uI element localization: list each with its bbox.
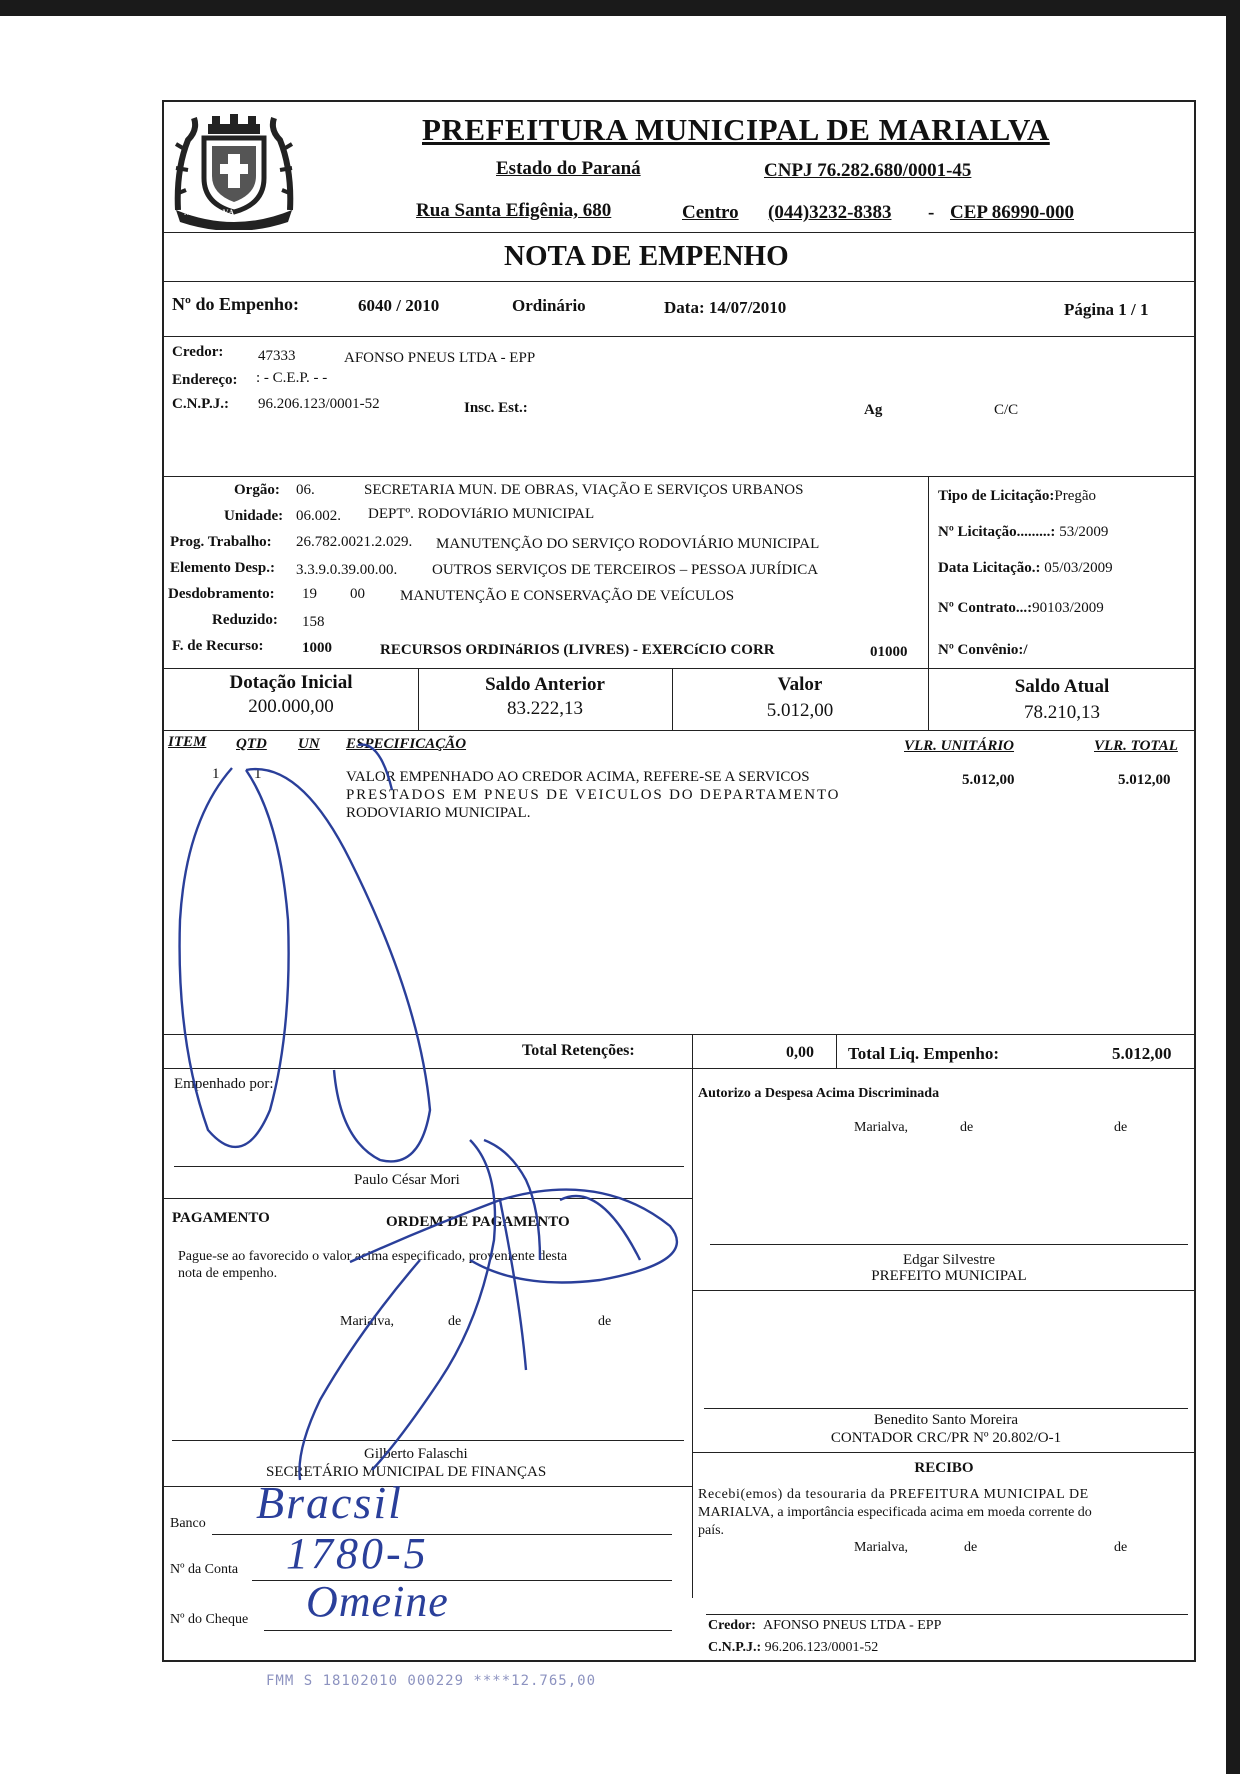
unidade-label: Unidade: (224, 508, 284, 524)
item-description: VALOR EMPENHADO AO CREDOR ACIMA, REFERE-SE A SERVICOS PRESTADOS EM PNEUS DE VEICULOS DO DEPARTAMENTO RODOVIARIO MUNICIPAL. (346, 769, 841, 821)
unidade-desc: DEPTº. RODOVIáRIO MUNICIPAL (368, 506, 595, 522)
scan-edge-right (1226, 0, 1240, 1774)
financas-role: SECRETÁRIO MUNICIPAL DE FINANÇAS (266, 1464, 547, 1480)
reduzido-value: 158 (302, 614, 325, 630)
saldo-atual-value: 78.210,13 (1024, 702, 1100, 723)
street-address: Rua Santa Efigênia, 680 (416, 200, 612, 221)
pagamento-de1: de (448, 1314, 462, 1329)
recibo-de1: de (964, 1540, 978, 1555)
prog-trabalho-desc: MANUTENÇÃO DO SERVIÇO RODOVIÁRIO MUNICIPAL (436, 536, 820, 552)
empenho-form (162, 100, 1196, 1662)
autorizo-label: Autorizo a Despesa Acima Discriminada (698, 1086, 940, 1101)
dotacao-inicial-label: Dotação Inicial (229, 672, 353, 693)
vlr-unitario-header: VLR. UNITÁRIO (904, 738, 1015, 754)
document-title: NOTA DE EMPENHO (504, 240, 789, 272)
orgao-desc: SECRETARIA MUN. DE OBRAS, VIAÇÃO E SERVIÇOS URBANOS (364, 482, 804, 498)
desdobramento-sub: 00 (350, 586, 365, 602)
cheque-handwritten: Omeine (306, 1577, 449, 1626)
elemento-desp-desc: OUTROS SERVIÇOS DE TERCEIROS – PESSOA JURÍDICA (432, 562, 819, 578)
total-retencoes-value: 0,00 (786, 1044, 814, 1061)
endereco-label: Endereço: (172, 372, 238, 388)
recurso-label: F. de Recurso: (172, 638, 264, 654)
credor-code: 47333 (258, 348, 296, 364)
bank-stamp: FMM S 18102010 000229 ****12.765,00 (266, 1673, 597, 1689)
item-header: ITEM (168, 734, 207, 750)
desdobramento-code: 19 (302, 586, 317, 602)
ordem-pagamento-label: ORDEM DE PAGAMENTO (386, 1214, 570, 1230)
saldo-anterior-value: 83.222,13 (507, 698, 583, 719)
recibo-title: RECIBO (914, 1460, 974, 1476)
district: Centro (682, 202, 739, 223)
prog-trabalho-label: Prog. Trabalho: (170, 534, 272, 550)
prog-trabalho-code: 26.782.0021.2.029. (296, 534, 413, 550)
tipo-licitacao: Tipo de Licitação:Pregão (938, 488, 1097, 504)
item-number: 1 (212, 766, 220, 782)
item-vlr-unitario: 5.012,00 (962, 772, 1015, 788)
page-number: Página 1 / 1 (1064, 300, 1149, 319)
pagamento-city: Marialva, (340, 1314, 395, 1329)
dotacao-inicial-value: 200.000,00 (248, 696, 334, 717)
empenho-number-label: Nº do Empenho: (172, 294, 299, 314)
conta-handwritten: 1780-5 (286, 1529, 429, 1578)
recibo-credor: Credor: AFONSO PNEUS LTDA - EPP (708, 1618, 942, 1633)
valor-value: 5.012,00 (766, 700, 834, 721)
recibo-cnpj: C.N.P.J.: 96.206.123/0001-52 (708, 1640, 879, 1655)
saldo-atual-label: Saldo Atual (1014, 676, 1110, 697)
contador-signer: Benedito Santo Moreira (873, 1412, 1019, 1428)
empenhado-por-label: Empenhado por: (174, 1076, 274, 1092)
autorizo-de1: de (960, 1120, 974, 1135)
elemento-desp-label: Elemento Desp.: (170, 560, 275, 576)
total-liq-value: 5.012,00 (1112, 1044, 1172, 1063)
saldo-anterior-label: Saldo Anterior (485, 674, 605, 695)
un-header: UN (298, 736, 320, 752)
prefeito-role: PREFEITO MUNICIPAL (871, 1268, 1027, 1284)
agencia-label: Ag (864, 402, 883, 418)
financas-signer: Gilberto Falaschi (364, 1446, 468, 1462)
numero-contrato: Nº Contrato...:90103/2009 (938, 600, 1104, 616)
recibo-de2: de (1114, 1540, 1128, 1555)
desdobramento-label: Desdobramento: (168, 586, 275, 602)
banco-handwritten: Bracsil (256, 1477, 403, 1528)
valor-label: Valor (777, 674, 823, 695)
especificacao-header: ESPECIFICAÇÃO (346, 736, 467, 752)
scan-edge-top (0, 0, 1240, 16)
numero-licitacao: Nº Licitação.........: 53/2009 (938, 524, 1109, 540)
credor-cnpj: 96.206.123/0001-52 (258, 396, 380, 412)
total-liq-label: Total Liq. Empenho: (848, 1044, 999, 1063)
numero-convenio: Nº Convênio:/ (938, 642, 1028, 658)
item-vlr-total: 5.012,00 (1118, 772, 1171, 788)
cnpj-label: C.N.P.J.: (172, 396, 229, 412)
municipality-title: PREFEITURA MUNICIPAL DE MARIALVA (422, 112, 1050, 147)
empenho-date: Data: 14/07/2010 (664, 298, 787, 317)
conta-label: Nº da Conta (170, 1562, 239, 1577)
crest-lettering: MARIALVA (184, 208, 236, 217)
orgao-code: 06. (296, 482, 315, 498)
state-name: Estado do Paraná (496, 158, 641, 179)
vlr-total-header: VLR. TOTAL (1094, 738, 1178, 754)
phone: (044)3232-8383 (768, 202, 892, 223)
insc-est-label: Insc. Est.: (464, 400, 528, 416)
reduzido-label: Reduzido: (212, 612, 278, 628)
credor-name: AFONSO PNEUS LTDA - EPP (344, 350, 536, 366)
elemento-desp-code: 3.3.9.0.39.00.00. (296, 562, 398, 578)
prefeito-signer: Edgar Silvestre (902, 1252, 996, 1268)
autorizo-city: Marialva, (854, 1120, 909, 1135)
orgao-label: Orgão: (234, 482, 280, 498)
autorizo-de2: de (1114, 1120, 1128, 1135)
recurso-code2: 01000 (870, 644, 908, 660)
endereco-value: : - C.E.P. - - (256, 370, 328, 386)
pagamento-de2: de (598, 1314, 612, 1329)
recibo-text: Recebi(emos) da tesouraria da PREFEITURA MUNICIPAL DE MARIALVA, a importância especificada acima em moeda corrente do país. (698, 1487, 1092, 1538)
pagamento-text: Pague-se ao favorecido o valor acima especificado, proveniente desta nota de empenho. (178, 1249, 568, 1281)
cep-header: CEP 86990-000 (950, 202, 1075, 223)
total-retencoes-label: Total Retenções: (522, 1042, 635, 1059)
item-qtd: 1 (254, 766, 262, 782)
data-licitacao: Data Licitação.: 05/03/2009 (938, 560, 1113, 576)
credor-label: Credor: (172, 344, 224, 360)
banco-label: Banco (170, 1516, 206, 1531)
contador-role: CONTADOR CRC/PR Nº 20.802/O-1 (830, 1430, 1062, 1446)
desdobramento-desc: MANUTENÇÃO E CONSERVAÇÃO DE VEÍCULOS (400, 588, 735, 604)
recurso-desc: RECURSOS ORDINáRIOS (LIVRES) - EXERCíCIO CORR (380, 642, 775, 658)
pagamento-label: PAGAMENTO (172, 1210, 270, 1226)
recurso-code: 1000 (302, 640, 332, 656)
recibo-city: Marialva, (854, 1540, 909, 1555)
unidade-code: 06.002. (296, 508, 341, 524)
qtd-header: QTD (236, 736, 267, 752)
empenho-number: 6040 / 2010 (358, 296, 440, 315)
cheque-label: Nº do Cheque (170, 1612, 249, 1627)
cnpj-header: CNPJ 76.282.680/0001-45 (764, 160, 972, 181)
conta-corrente-label: C/C (994, 402, 1019, 418)
empenhado-signer: Paulo César Mori (354, 1172, 460, 1188)
empenho-type: Ordinário (512, 296, 586, 315)
address-dash: - (928, 202, 935, 223)
